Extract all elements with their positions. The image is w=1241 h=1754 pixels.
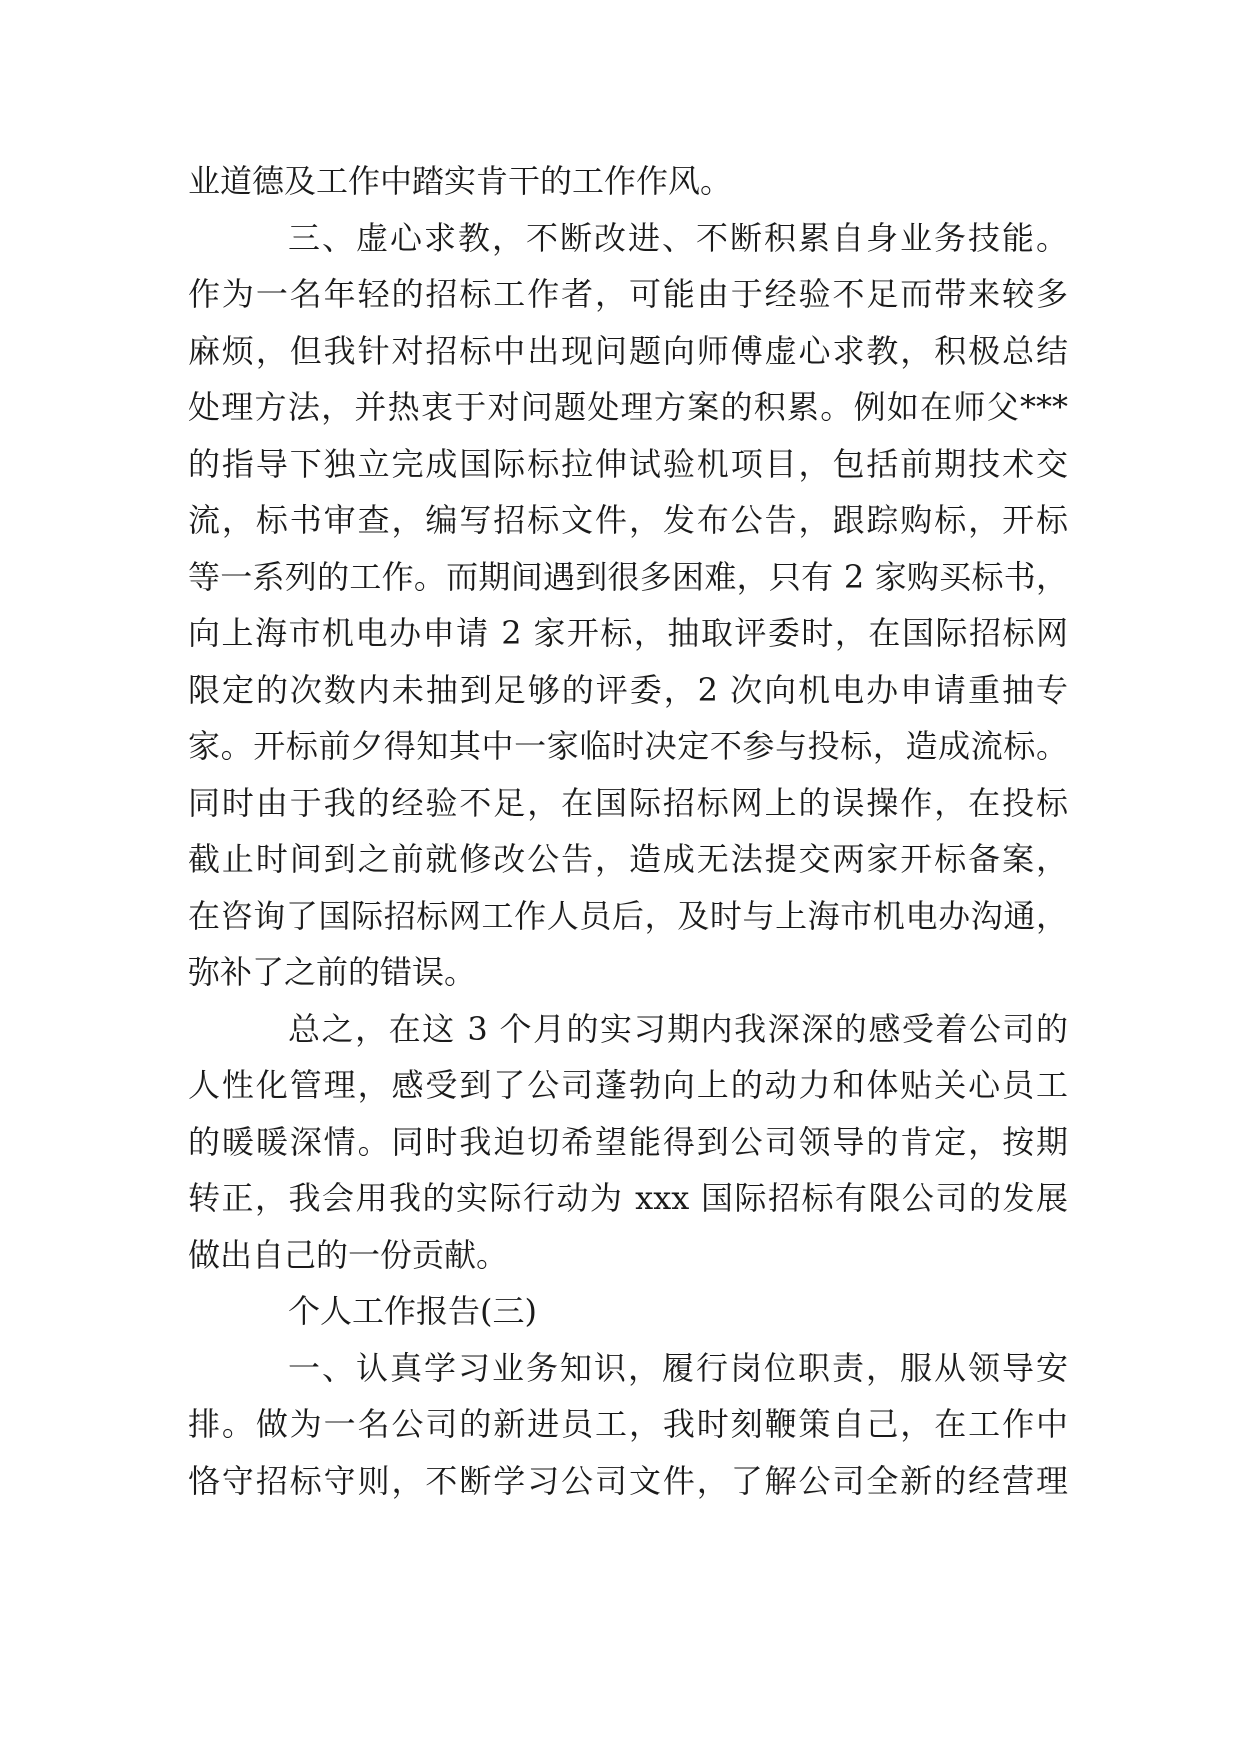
text-line: 同时由于我的经验不足，在国际招标网上的误操作，在投标: [188, 783, 1068, 822]
text-line: 流，标书审查，编写招标文件，发布公告，跟踪购标，开标: [188, 501, 1068, 539]
text-line: 截止时间到之前就修改公告，造成无法提交两家开标备案，: [188, 840, 1068, 878]
text-line: 弥补了之前的错误。: [188, 953, 477, 991]
paragraph-heading: 一、认真学习业务知识，履行岗位职责，服从领导安: [288, 1348, 1068, 1387]
text-line: 转正，我会用我的实际行动为 xxx 国际招标有限公司的发展: [188, 1179, 1068, 1217]
text-line: 麻烦，但我针对招标中出现问题向师傅虚心求教，积极总结: [188, 331, 1068, 370]
text-line: 业道德及工作中踏实肯干的工作作风。: [188, 162, 733, 200]
text-line: 限定的次数内未抽到足够的评委，2 次向机电办申请重抽专: [188, 670, 1068, 709]
text-line: 等一系列的工作。而期间遇到很多困难，只有 2 家购买标书，: [188, 557, 1068, 596]
section-heading: 个人工作报告(三): [288, 1292, 537, 1330]
text-line: 的指导下独立完成国际标拉伸试验机项目，包括前期技术交: [188, 444, 1068, 483]
text-line: 家。开标前夕得知其中一家临时决定不参与投标，造成流标。: [188, 727, 1068, 765]
text-line: 人性化管理，感受到了公司蓬勃向上的动力和体贴关心员工: [188, 1066, 1068, 1104]
text-line: 总之，在这 3 个月的实习期内我深深的感受着公司的: [288, 1009, 1068, 1048]
text-line: 向上海市机电办申请 2 家开标，抽取评委时，在国际招标网: [188, 614, 1068, 652]
paragraph-heading: 三、虚心求教，不断改进、不断积累自身业务技能。: [288, 218, 1068, 257]
text-line: 作为一名年轻的招标工作者，可能由于经验不足而带来较多: [188, 275, 1068, 313]
text-line: 处理方法，并热衷于对问题处理方案的积累。例如在师父***: [188, 388, 1068, 426]
text-line: 在咨询了国际招标网工作人员后，及时与上海市机电办沟通，: [188, 896, 1068, 935]
text-line: 的暖暖深情。同时我迫切希望能得到公司领导的肯定，按期: [188, 1122, 1068, 1161]
document-body: [188, 153, 1068, 1509]
text-line: 排。做为一名公司的新进员工，我时刻鞭策自己，在工作中: [188, 1405, 1068, 1443]
text-line: 做出自己的一份贡献。: [188, 1235, 509, 1274]
text-line: 恪守招标守则，不断学习公司文件，了解公司全新的经营理: [188, 1461, 1068, 1500]
